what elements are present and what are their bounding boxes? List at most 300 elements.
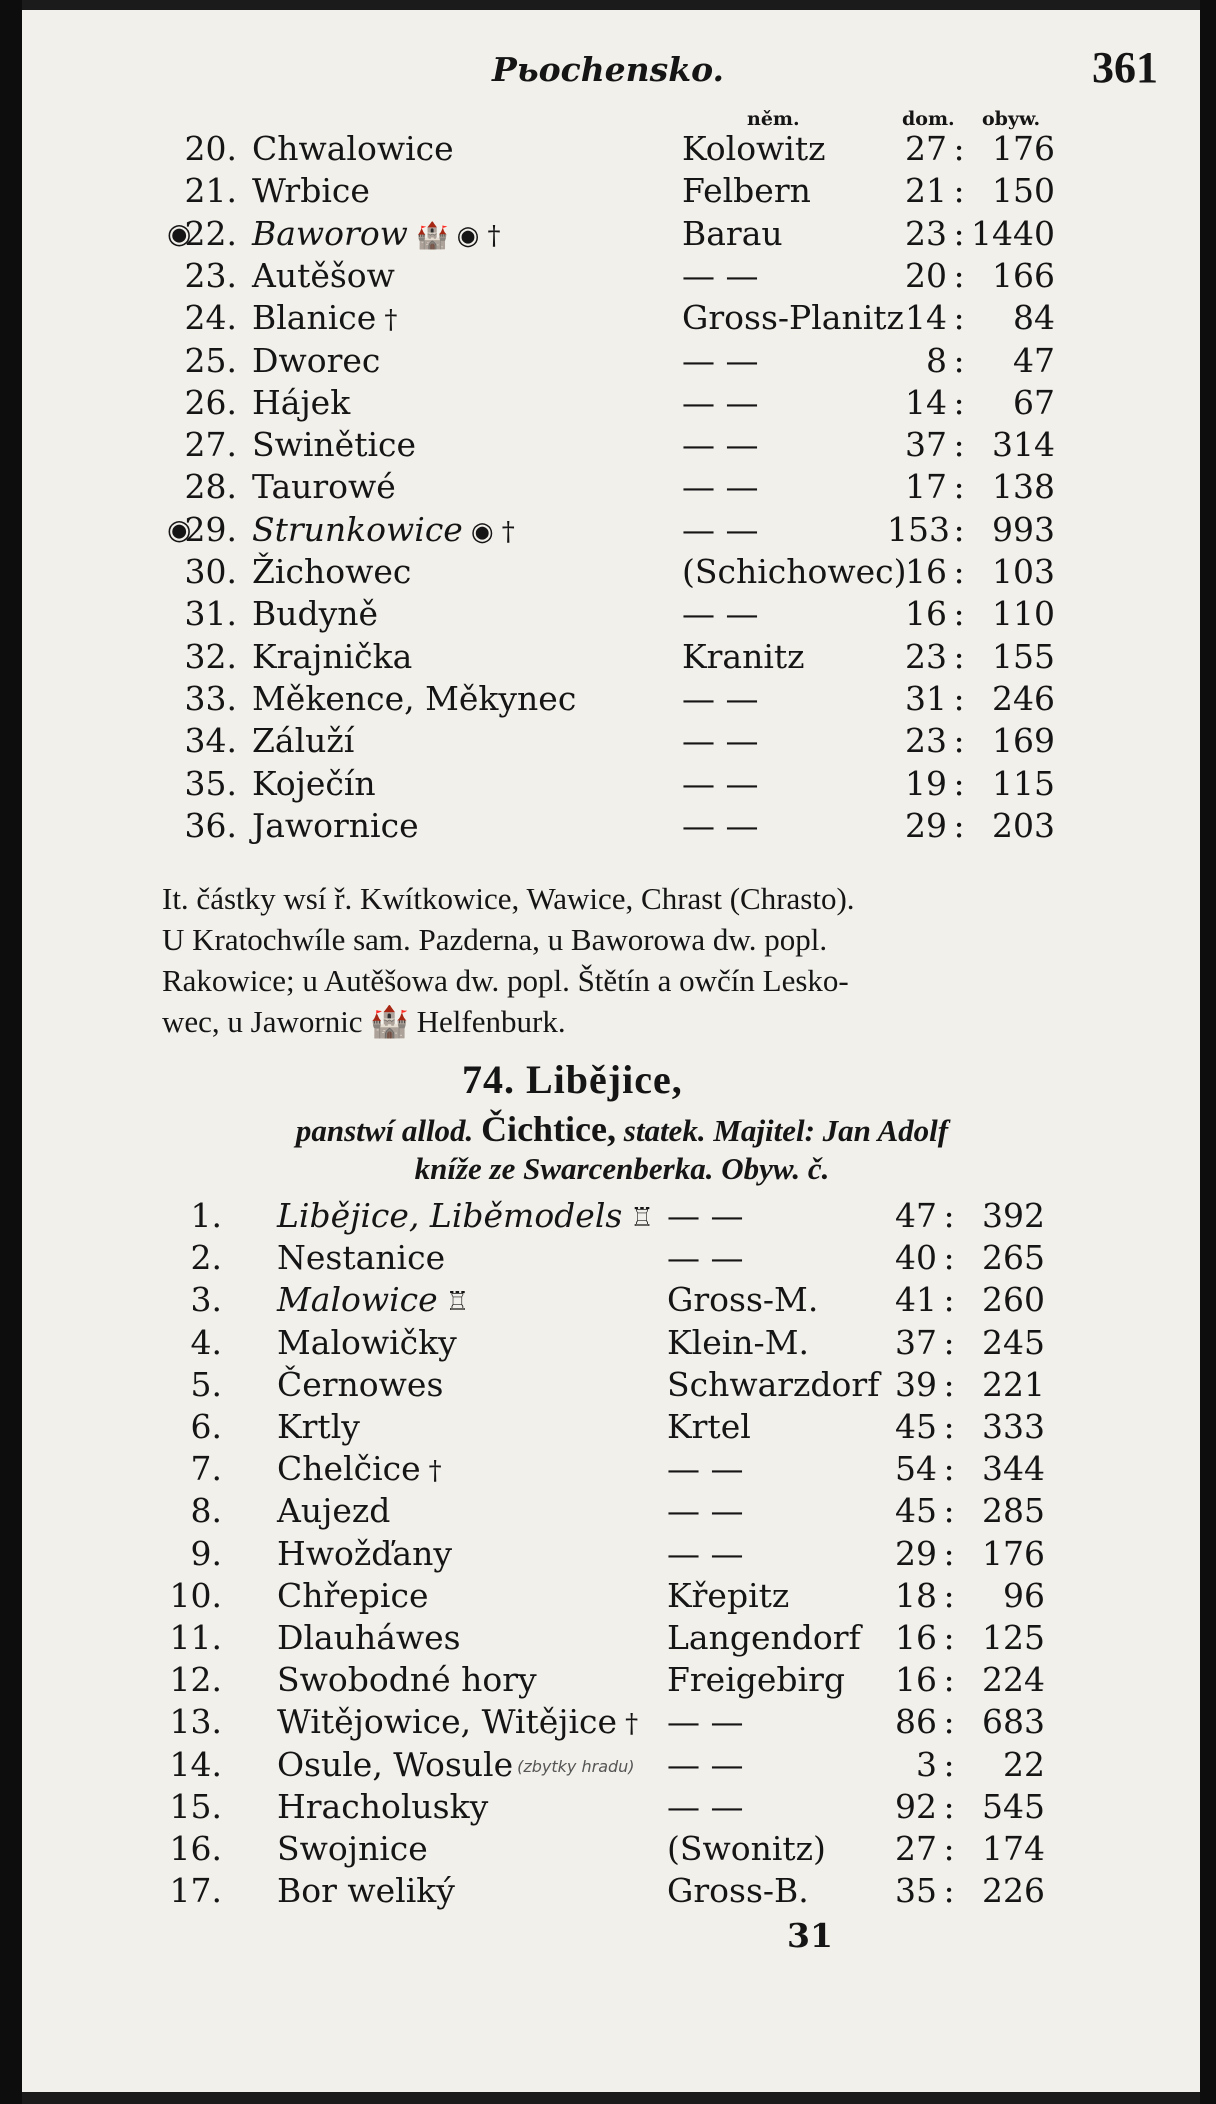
house-count: 21	[905, 171, 947, 211]
separator: :	[943, 1786, 955, 1826]
house-count: 8	[926, 340, 947, 380]
german-name: Kranitz	[682, 636, 805, 676]
village-name	[277, 1279, 469, 1323]
row-number: 31.	[184, 594, 237, 634]
house-count: 27	[895, 1829, 937, 1868]
section-sub-estate: Čichtice,	[481, 1109, 617, 1149]
row-number: 34.	[184, 721, 237, 761]
separator: :	[953, 213, 965, 253]
table-row	[22, 1575, 1200, 1617]
german-name: — —	[667, 1238, 744, 1278]
inhabitant-count: 203	[992, 805, 1055, 845]
inhabitant-count: 150	[992, 171, 1055, 211]
village-name-text: Baworow	[252, 213, 408, 253]
table-row	[22, 1617, 1200, 1659]
table-row	[22, 593, 1200, 635]
german-name: — —	[682, 721, 759, 761]
german-name: — —	[667, 1744, 744, 1784]
german-name: — —	[682, 678, 759, 718]
village-name-text: Strunkowice	[252, 509, 463, 549]
separator: :	[953, 425, 965, 465]
note-paragraph	[162, 878, 1072, 1042]
village-name-text: Nestanice	[277, 1238, 446, 1278]
table-row	[22, 1279, 1200, 1321]
row-number: 26.	[184, 382, 237, 422]
separator: :	[953, 382, 965, 422]
house-count: 153	[887, 509, 950, 549]
separator: :	[943, 1702, 955, 1742]
row-number: 24.	[184, 298, 237, 338]
village-name-text: Jawornice	[252, 805, 419, 845]
inhabitant-count: 246	[992, 678, 1055, 718]
village-name-text: Krajnička	[252, 636, 413, 676]
inhabitant-count: 169	[992, 721, 1055, 761]
inhabitant-count: 84	[1013, 298, 1055, 338]
inhabitant-count: 245	[982, 1322, 1045, 1362]
running-title: Pьochensko.	[492, 50, 725, 89]
row-number: 32.	[184, 636, 237, 676]
column-head-nem: něm.	[747, 108, 800, 130]
separator: :	[943, 1660, 955, 1700]
village-name	[252, 255, 395, 297]
separator: :	[953, 552, 965, 591]
column-head-dom: dom.	[902, 108, 955, 130]
village-name	[277, 1744, 635, 1788]
german-name: — —	[667, 1702, 744, 1742]
village-name-text: Libějice, Liběmodels	[277, 1196, 623, 1235]
house-count: 20	[905, 255, 947, 295]
table-row	[22, 340, 1200, 382]
scan-edge-right	[1200, 0, 1216, 2104]
inhabitant-count: 176	[992, 129, 1055, 168]
house-count: 29	[905, 805, 947, 845]
table-row	[22, 763, 1200, 805]
separator: :	[953, 805, 965, 845]
inhabitant-count: 47	[1013, 340, 1055, 380]
table-row	[22, 1870, 1200, 1912]
table-row	[22, 1701, 1200, 1743]
separator: :	[943, 1238, 955, 1278]
german-name: Gross-M.	[667, 1280, 819, 1320]
village-name-text: Witějowice, Witějice	[277, 1702, 618, 1742]
village-name-text: Měkence, Měkynec	[252, 678, 577, 718]
inhabitant-count: 103	[992, 552, 1055, 591]
separator: :	[943, 1322, 955, 1362]
inhabitant-count: 221	[982, 1364, 1045, 1404]
separator: :	[943, 1407, 955, 1446]
village-name	[252, 424, 416, 466]
row-number: 17.	[169, 1871, 222, 1911]
separator: :	[943, 1871, 955, 1911]
table-row	[22, 1195, 1200, 1237]
house-count: 14	[905, 298, 947, 338]
table-row	[22, 1237, 1200, 1279]
village-name-text: Hájek	[252, 382, 351, 422]
german-name: Křepitz	[667, 1575, 790, 1615]
separator: :	[943, 1829, 955, 1868]
village-name-text: Swobodné hory	[277, 1660, 537, 1700]
table-row	[22, 1744, 1200, 1786]
german-name: — —	[667, 1449, 744, 1489]
inhabitant-count: 138	[992, 467, 1055, 507]
row-number: 13.	[169, 1702, 222, 1742]
village-name	[277, 1406, 360, 1448]
row-number: 36.	[184, 805, 237, 845]
inhabitant-count: 226	[982, 1871, 1045, 1911]
house-count: 54	[895, 1449, 937, 1489]
house-count: 16	[895, 1618, 937, 1657]
table-row	[22, 678, 1200, 720]
village-name	[277, 1237, 445, 1279]
row-number: 14.	[169, 1744, 222, 1784]
german-name: — —	[682, 382, 759, 422]
row-number: 7.	[190, 1449, 222, 1489]
house-count: 19	[905, 763, 947, 803]
column-head-obyw: obyw.	[982, 108, 1041, 130]
german-name: — —	[667, 1196, 744, 1235]
row-number: 6.	[190, 1407, 222, 1446]
village-name	[277, 1195, 654, 1239]
table-row	[22, 1786, 1200, 1828]
house-count: 45	[895, 1407, 937, 1446]
village-name-text: Dlauháwes	[277, 1618, 461, 1657]
village-name-text: Malowičky	[277, 1322, 457, 1362]
page-number: 361	[1092, 43, 1158, 92]
table-row	[22, 1490, 1200, 1532]
symbol-icon: †	[625, 1709, 639, 1740]
village-name	[252, 213, 501, 257]
table-row	[22, 1364, 1200, 1406]
inhabitant-count: 265	[982, 1238, 1045, 1278]
house-count: 41	[895, 1280, 937, 1320]
german-name: — —	[682, 467, 759, 507]
village-name	[277, 1533, 452, 1575]
row-number: 2.	[190, 1238, 222, 1278]
separator: :	[943, 1364, 955, 1404]
house-count: 31	[905, 678, 947, 718]
note-line: U Kratochwíle sam. Pazderna, u Baworowa dw. popl.	[162, 922, 828, 957]
german-name: — —	[682, 594, 759, 634]
village-name	[252, 720, 354, 762]
inhabitant-count: 333	[982, 1407, 1045, 1446]
separator: :	[943, 1280, 955, 1320]
village-name	[252, 297, 397, 341]
symbol-icon: 🏰 ◉ †	[415, 220, 501, 251]
village-name-text: Chwalowice	[252, 129, 454, 168]
village-name	[252, 551, 411, 593]
german-name: — —	[667, 1533, 744, 1573]
village-name	[252, 466, 396, 508]
inhabitant-count: 67	[1013, 382, 1055, 422]
book-page	[22, 10, 1200, 2092]
inhabitant-count: 224	[982, 1660, 1045, 1700]
row-number: 16.	[169, 1829, 222, 1868]
house-count: 23	[905, 636, 947, 676]
village-name	[277, 1364, 443, 1406]
german-name: Freigebirg	[667, 1660, 845, 1700]
row-number: 20.	[184, 129, 237, 168]
house-count: 86	[895, 1702, 937, 1742]
house-count: 37	[895, 1322, 937, 1362]
german-name: Kolowitz	[682, 129, 826, 168]
german-name: Gross-B.	[667, 1871, 809, 1911]
table-row	[22, 1406, 1200, 1448]
german-name: — —	[667, 1491, 744, 1531]
village-name-text: Aujezd	[277, 1491, 391, 1531]
separator: :	[953, 509, 965, 549]
inhabitant-count: 22	[1003, 1744, 1045, 1784]
symbol-icon: †	[428, 1456, 442, 1487]
row-number: 10.	[169, 1575, 222, 1615]
row-number: 22.	[184, 213, 237, 253]
page-header	[22, 42, 1200, 102]
village-name-text: Černowes	[277, 1364, 444, 1404]
table-row	[22, 509, 1200, 551]
german-name: Schwarzdorf	[667, 1364, 880, 1404]
row-number: 35.	[184, 763, 237, 803]
section-subtitle-line2: kníže ze Swarcenberka. Obyw. č.	[414, 1151, 830, 1186]
village-name	[277, 1659, 537, 1701]
village-name	[252, 509, 515, 553]
house-count: 45	[895, 1491, 937, 1531]
marker-icon: ◉	[167, 512, 192, 546]
house-count: 18	[895, 1575, 937, 1615]
german-name: Barau	[682, 213, 783, 253]
house-count: 17	[905, 467, 947, 507]
table-row	[22, 636, 1200, 678]
german-name: (Schichowec)	[682, 552, 907, 591]
separator: :	[953, 298, 965, 338]
village-name	[277, 1448, 442, 1492]
table-row	[22, 1322, 1200, 1364]
symbol-icon: †	[384, 305, 398, 336]
village-name	[277, 1701, 638, 1745]
separator: :	[943, 1618, 955, 1657]
house-count: 23	[905, 721, 947, 761]
row-number: 21.	[184, 171, 237, 211]
house-count: 29	[895, 1533, 937, 1573]
row-number: 1.	[190, 1196, 222, 1235]
handwritten-note: (zbytky hradu)	[517, 1756, 635, 1776]
inhabitant-count: 166	[992, 255, 1055, 295]
village-name-text: Autěšow	[252, 255, 395, 295]
separator: :	[953, 467, 965, 507]
german-name: Gross-Planitz	[682, 298, 904, 338]
section-sub-part: panstwí allod.	[295, 1113, 474, 1148]
symbol-icon: ◉ †	[470, 516, 515, 547]
german-name: — —	[682, 763, 759, 803]
village-name	[277, 1786, 488, 1828]
german-name: (Swonitz)	[667, 1829, 826, 1868]
village-name-text: Blanice	[252, 298, 377, 338]
symbol-icon: ♖	[445, 1287, 470, 1318]
village-name-text: Wrbice	[252, 171, 370, 211]
village-name-text: Krtly	[277, 1407, 360, 1446]
house-count: 16	[905, 594, 947, 634]
house-count: 40	[895, 1238, 937, 1278]
separator: :	[953, 171, 965, 211]
separator: :	[943, 1196, 955, 1235]
table-row	[22, 424, 1200, 466]
house-count: 3	[916, 1744, 937, 1784]
inhabitant-count: 260	[982, 1280, 1045, 1320]
village-name-text: Chelčice	[277, 1449, 421, 1489]
row-number: 11.	[169, 1618, 222, 1657]
village-name	[252, 805, 419, 847]
inhabitant-count: 174	[982, 1829, 1045, 1868]
village-name	[252, 678, 576, 720]
german-name: Krtel	[667, 1407, 751, 1446]
village-name-text: Taurowé	[252, 467, 396, 507]
inhabitant-count: 1440	[971, 213, 1055, 253]
village-name-text: Osule, Wosule	[277, 1744, 514, 1784]
house-count: 39	[895, 1364, 937, 1404]
village-name-text: Bor weliký	[277, 1871, 455, 1911]
row-number: 5.	[190, 1364, 222, 1404]
inhabitant-count: 110	[992, 594, 1055, 634]
row-number: 23.	[184, 255, 237, 295]
house-count: 35	[895, 1871, 937, 1911]
section-subtitle-line1	[162, 1108, 1082, 1152]
house-count: 16	[895, 1660, 937, 1700]
separator: :	[953, 594, 965, 634]
row-number: 3.	[190, 1280, 222, 1320]
separator: :	[943, 1491, 955, 1531]
village-name-text: Chřepice	[277, 1575, 429, 1615]
table-row	[22, 297, 1200, 339]
village-name-text: Malowice	[277, 1280, 438, 1320]
village-name	[277, 1870, 455, 1912]
separator: :	[943, 1575, 955, 1615]
german-name: — —	[682, 509, 759, 549]
inhabitant-count: 155	[992, 636, 1055, 676]
row-number: 25.	[184, 340, 237, 380]
village-name	[277, 1575, 429, 1617]
village-name-text: Koječín	[252, 763, 376, 803]
inhabitant-count: 285	[982, 1491, 1045, 1531]
note-line: It. částky wsí ř. Kwítkowice, Wawice, Chrast (Chrasto).	[162, 881, 855, 916]
table-row	[22, 213, 1200, 255]
table-row	[22, 466, 1200, 508]
village-name-text: Swojnice	[277, 1829, 428, 1868]
row-number: 27.	[184, 425, 237, 465]
separator: :	[953, 636, 965, 676]
separator: :	[953, 763, 965, 803]
table-row	[22, 1533, 1200, 1575]
house-count: 16	[905, 552, 947, 591]
table-row	[22, 551, 1200, 593]
separator: :	[943, 1449, 955, 1489]
house-count: 14	[905, 382, 947, 422]
separator: :	[943, 1533, 955, 1573]
german-name: — —	[682, 805, 759, 845]
inhabitant-count: 683	[982, 1702, 1045, 1742]
table-row	[22, 1448, 1200, 1490]
village-name	[252, 382, 350, 424]
inhabitant-count: 993	[992, 509, 1055, 549]
scan-edge-left	[0, 0, 22, 2104]
inhabitant-count: 344	[982, 1449, 1045, 1489]
house-count: 23	[905, 213, 947, 253]
row-number: 30.	[184, 552, 237, 591]
german-name: — —	[682, 340, 759, 380]
row-number: 12.	[169, 1660, 222, 1700]
row-number: 4.	[190, 1322, 222, 1362]
village-name	[252, 170, 370, 212]
inhabitant-count: 125	[982, 1618, 1045, 1657]
inhabitant-count: 115	[992, 763, 1055, 803]
separator: :	[953, 129, 965, 168]
village-name	[252, 593, 378, 635]
inhabitant-count: 545	[982, 1786, 1045, 1826]
village-name-text: Hwožďany	[277, 1533, 452, 1573]
note-line: wec, u Jawornic 🏰 Helfenburk.	[162, 1004, 566, 1039]
row-number: 9.	[190, 1533, 222, 1573]
village-name-text: Swinětice	[252, 425, 417, 465]
village-name-text: Žichowec	[252, 552, 412, 591]
village-name	[252, 763, 376, 805]
village-name	[252, 636, 412, 678]
village-name-text: Dworec	[252, 340, 381, 380]
signature-mark: 31	[787, 1916, 833, 1955]
table-row	[22, 255, 1200, 297]
section-title: 74. Libějice,	[462, 1057, 683, 1102]
separator: :	[953, 721, 965, 761]
german-name: Klein-M.	[667, 1322, 809, 1362]
separator: :	[943, 1744, 955, 1784]
village-name-text: Záluží	[252, 721, 355, 761]
village-name-text: Budyně	[252, 594, 379, 634]
village-name	[277, 1490, 390, 1532]
house-count: 27	[905, 129, 947, 168]
table-row	[22, 170, 1200, 212]
separator: :	[953, 678, 965, 718]
table-row	[22, 128, 1200, 170]
village-name	[277, 1322, 457, 1364]
table-row	[22, 720, 1200, 762]
village-name-text: Hracholusky	[277, 1786, 489, 1826]
table-row	[22, 1659, 1200, 1701]
german-name: Langendorf	[667, 1618, 861, 1657]
german-name: Felbern	[682, 171, 811, 211]
row-number: 29.	[184, 509, 237, 549]
village-name	[277, 1828, 428, 1870]
german-name: — —	[667, 1786, 744, 1826]
row-number: 15.	[169, 1786, 222, 1826]
separator: :	[953, 255, 965, 295]
house-count: 47	[895, 1196, 937, 1235]
inhabitant-count: 392	[982, 1196, 1045, 1235]
village-name	[277, 1617, 461, 1659]
german-name: — —	[682, 425, 759, 465]
row-number: 28.	[184, 467, 237, 507]
row-number: 33.	[184, 678, 237, 718]
row-number: 8.	[190, 1491, 222, 1531]
german-name: — —	[682, 255, 759, 295]
section-sub-part: statek. Majitel: Jan Adolf	[623, 1113, 949, 1148]
note-line: Rakowice; u Autěšowa dw. popl. Štětín a owčín Lesko-	[162, 963, 849, 998]
marker-icon: ◉	[167, 216, 192, 250]
village-name	[252, 128, 454, 170]
village-name	[252, 340, 380, 382]
inhabitant-count: 96	[1003, 1575, 1045, 1615]
table-row	[22, 1828, 1200, 1870]
separator: :	[953, 340, 965, 380]
table-row	[22, 805, 1200, 847]
house-count: 92	[895, 1786, 937, 1826]
inhabitant-count: 176	[982, 1533, 1045, 1573]
house-count: 37	[905, 425, 947, 465]
